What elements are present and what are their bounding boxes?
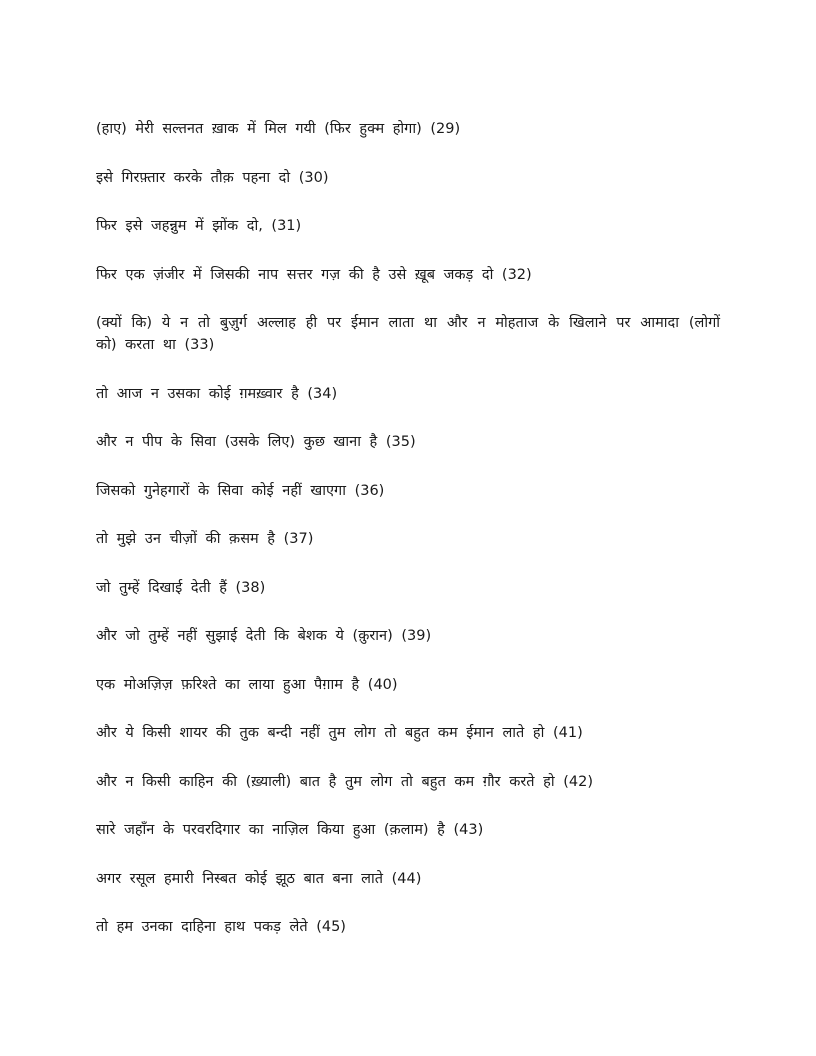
verse-45: तो हम उनका दाहिना हाथ पकड़ लेते (45) bbox=[96, 919, 346, 935]
verse-39: और जो तुम्हें नहीं सुझाई देती कि बेशक ये (क़ुरान) (39) bbox=[96, 628, 432, 644]
verse-30: इसे गिरफ़्तार करके तौक़ पहना दो (30) bbox=[96, 169, 329, 186]
verse-36: जिसको गुनेहगारों के सिवा कोई नहीं खाएगा (36) bbox=[96, 482, 385, 499]
verse-40: एक मोअज़िज़ फ़रिश्ते का लाया हुआ पैग़ाम है (40) bbox=[96, 676, 398, 693]
verse-29: (हाए) मेरी सल्तनत ख़ाक में मिल गयी (फिर हुक्म होगा) (29) bbox=[96, 121, 461, 137]
verse-35: और न पीप के सिवा (उसके लिए) कुछ खाना है (35) bbox=[96, 434, 416, 450]
verse-38: जो तुम्हें दिखाई देती हैं (38) bbox=[96, 579, 266, 596]
verse-37: तो मुझे उन चीज़ों की क़सम है (37) bbox=[96, 531, 314, 547]
verse-41: और ये किसी शायर की तुक बन्दी नहीं तुम लोग तो बहुत कम ईमान लाते हो (41) bbox=[96, 725, 583, 741]
verse-42: और न किसी काहिन की (ख़्याली) बात है तुम लोग तो बहुत कम ग़ौर करते हो (42) bbox=[96, 773, 593, 790]
verse-34: तो आज न उसका कोई ग़मख़्वार है (34) bbox=[96, 385, 338, 402]
verse-list bbox=[96, 118, 720, 938]
verse-32: फिर एक ज़ंजीर में जिसकी नाप सत्तर गज़ की है उसे ख़ूब जकड़ दो (32) bbox=[96, 266, 532, 283]
verse-31: फिर इसे जहन्नुम में झोंक दो, (31) bbox=[96, 218, 302, 234]
verse-43: सारे जहाँन के परवरदिगार का नाज़िल किया हुआ (क़लाम) है (43) bbox=[96, 822, 484, 838]
verse-33: (क्यों कि) ये न तो बुज़ुर्ग अल्लाह ही पर ईमान लाता था और न मोहताज के खिलाने पर आमादा (लोगों को) करता था (33) bbox=[96, 315, 720, 353]
verse-44: अगर रसूल हमारी निस्बत कोई झूठ बात बना लाते (44) bbox=[96, 870, 422, 887]
